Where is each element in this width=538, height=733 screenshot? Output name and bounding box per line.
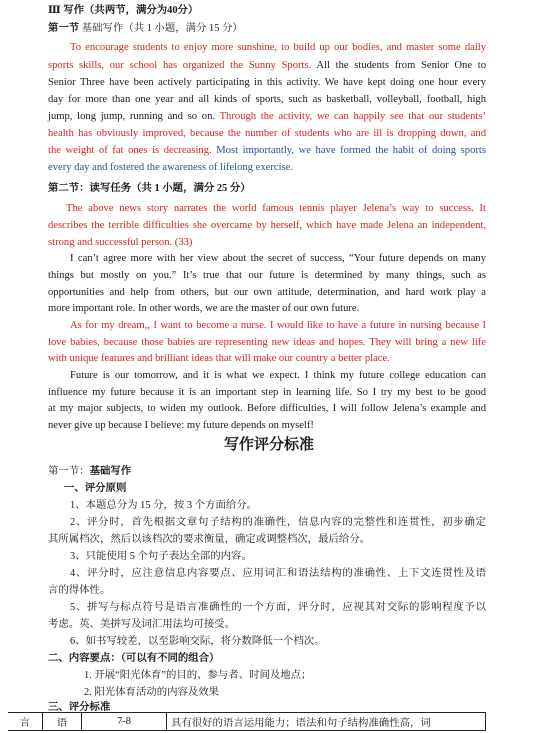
principle-item: 5、拼写与标点符号是语言准确性的一个方面，评分时，应视其对交际的影响程度予以 xyxy=(70,602,486,613)
content-point: 2. 阳光体育活动的内容及效果 xyxy=(84,687,220,698)
principle-item: 考虑。英、美拼写及词汇用法均可接受。 xyxy=(48,619,236,630)
rubric-part1-label: 第一节： xyxy=(48,466,90,477)
content-point: 1. 开展“阳光体育”的目的、参与者、时间及地点； xyxy=(84,670,312,681)
principle-item: 2、评分时，首先根据文章句子结构的准确性，信息内容的完整性和连贯性，初步确定 xyxy=(70,517,486,528)
essay1-line: every day and fostered the awareness of lifelong exercise. xyxy=(48,162,294,173)
table-cell: 具有很好的语言运用能力；语法和句子结构准确性高，词 xyxy=(167,713,486,731)
rubric-title: 写作评分标准 xyxy=(223,437,314,453)
principle-item: 6、如书写较差，以至影响交际，将分数降低一个档次。 xyxy=(70,636,325,647)
essay1-segment: sports skills, our school has organized the Sunny Sports. xyxy=(48,60,312,71)
essay1-line: Senior Three have been actively participating in this activity. We have kept doing one hour every xyxy=(48,77,486,88)
essay2-line: As for my dream,, I want to become a nurse. I would like to have a future in nursing because I xyxy=(70,320,486,331)
essay2-line: with unique features and brilliant ideas that will make our country a better place. xyxy=(48,353,390,364)
rubric-part1-heading xyxy=(48,465,131,479)
table-cell: 言 xyxy=(8,713,43,731)
essay1-line xyxy=(48,144,486,158)
part2-heading: 第二节：读写任务（共 1 小题，满分 25 分） xyxy=(48,183,251,194)
principle-item: 言的得体性。 xyxy=(48,585,111,596)
essay2-line: The above news story narrates the world famous tennis player Jelena’s way to success. It xyxy=(66,203,486,214)
essay2-line: at my major subjects, to widen my outlook. Before difficulties, I will follow Jelena’s example and xyxy=(48,403,486,414)
essay2-line: more important role. In other words, we are the master of our own future. xyxy=(48,303,360,314)
essay2-line: love babies, because those babies are representing new ideas and hopes. They will bring a new life xyxy=(48,337,486,348)
essay2-line: opportunities and help from others, but our own attitude, determination, and hard work play a xyxy=(48,287,486,298)
essay1-line: To encourage students to enjoy more sunshine, to build up our bodies, and master some daily xyxy=(70,42,486,53)
grading-table xyxy=(8,712,486,731)
part1-heading-rest: 基础写作（共 1 小题，满分 15 分） xyxy=(79,23,243,34)
essay1-segment: All the students from Senior One to xyxy=(311,60,486,71)
table-cell: 7-8 xyxy=(82,713,167,731)
essay2-line: strong and successful person. (33) xyxy=(48,237,193,248)
grading-heading: 三、评分标准 xyxy=(48,702,111,713)
essay1-segment: Through the activity, we can happily see that our students’ xyxy=(215,111,486,122)
essay1-line: day for more than one year and all kinds of sports, such as basketball, volleyball, football, high xyxy=(48,94,486,105)
part1-heading-bold: 第一节 xyxy=(48,23,80,34)
principle-item: 3、只能使用 5 个句子表达全部的内容。 xyxy=(70,551,252,562)
points-heading: 二、内容要点：（可以有不同的组合） xyxy=(48,653,220,664)
principle-item: 1、本题总分为 15 分，按 3 个方面给分。 xyxy=(70,500,258,511)
essay2-line: influence my future because it is an important step in learning life. So I try my best to be good xyxy=(48,387,486,398)
part1-heading xyxy=(48,22,243,36)
table-cell: 语 xyxy=(43,713,82,731)
essay1-segment: Most importantly, we have formed the habit of doing sports xyxy=(211,145,486,156)
essay2-line: Future is our tomorrow, and it is what we expect. I think my future college education can xyxy=(70,370,486,381)
essay1-line: health has obviously improved, because the number of students who are ill is dropping down, and xyxy=(48,128,486,139)
principles-heading: 一、评分原则 xyxy=(64,483,127,494)
essay2-line: never give up because I believe: my future depends on myself! xyxy=(48,420,314,431)
essay2-line: describes the terrible difficulties she overcame by herself, which have made Jelena an independent, xyxy=(48,220,486,231)
essay1-line xyxy=(48,59,486,73)
rubric-part1-bold: 基础写作 xyxy=(89,466,132,477)
essay1-segment: the weight of fat ones is decreasing. xyxy=(48,145,212,156)
essay1-line xyxy=(48,110,486,124)
essay2-line: I can’t agree more with her view about the secret of success, “Your future depends on many xyxy=(70,253,486,264)
principle-item: 4、评分时，应注意信息内容要点、应用词汇和语法结构的准确性、上下文连贯性及语 xyxy=(70,568,486,579)
essay2-line: things but mostly on you.” It’s true that our future is determined by many things, such as xyxy=(48,270,486,281)
essay1-segment: jump, long jump, running and so on. xyxy=(48,111,216,122)
table-row xyxy=(8,713,486,731)
section-heading: Ⅲ 写作（共两节，满分为40分） xyxy=(48,5,199,16)
principle-item: 其所属档次，然后以该档次的要求衡量，确定或调整档次，最后给分。 xyxy=(48,534,371,545)
